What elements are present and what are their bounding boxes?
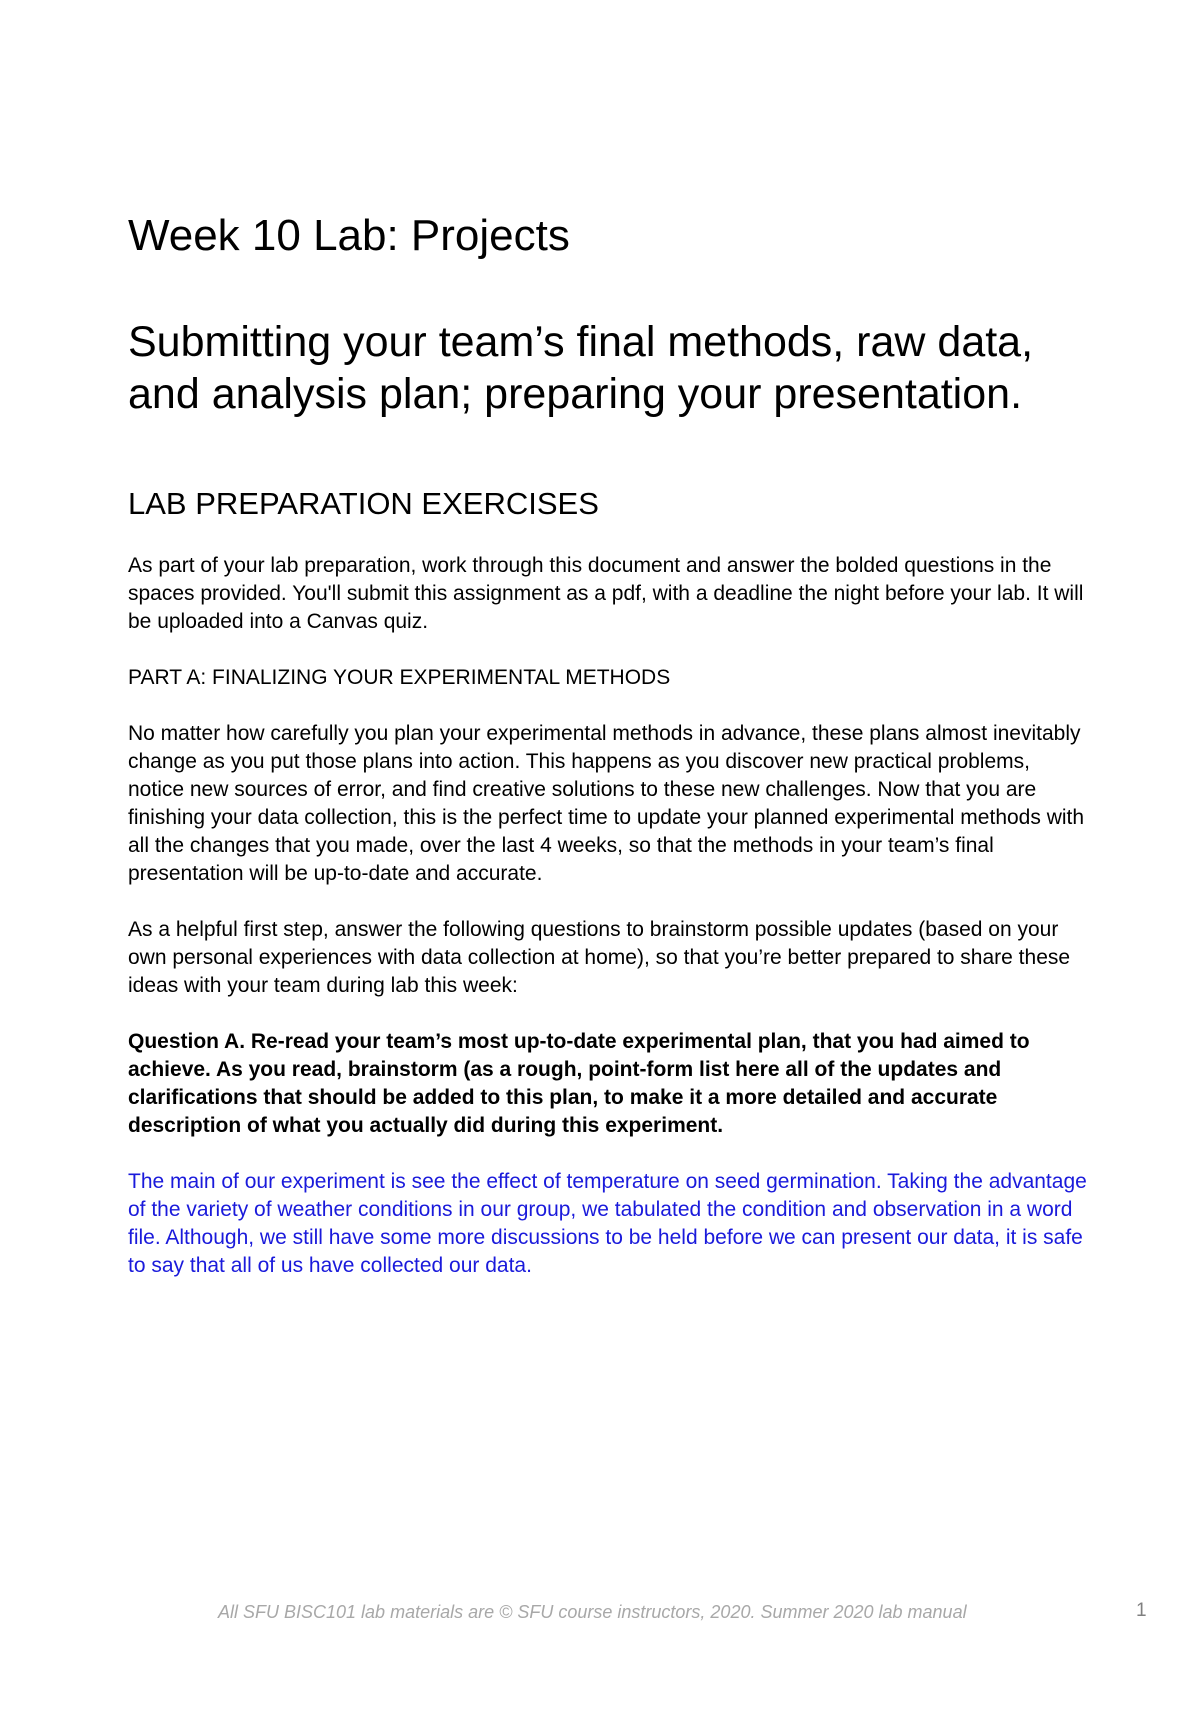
page-number: 1 (1136, 1600, 1147, 1621)
page-title: Week 10 Lab: Projects (128, 211, 570, 260)
intro-paragraph: As part of your lab preparation, work through this document and answer the bolded questions in the spaces provided. You'll submit this assignment as a pdf, with a deadline the night before your lab. It will be uploaded into a Canvas quiz. (128, 554, 1084, 633)
question-a: Question A. Re-read your team’s most up-to-date experimental plan, that you had aimed to achieve. As you read, brainstorm (as a rough, point-form list here all of the updates and clarifications that should be added to this plan, to make it a more detailed and accurate description of what you actually did during this experiment. (128, 1030, 1030, 1137)
section-heading-lab-preparation: LAB PREPARATION EXERCISES (128, 486, 599, 521)
answer-a[interactable]: The main of our experiment is see the effect of temperature on seed germination. Taking the advantage of the variety of weather conditions in our group, we tabulated the condition and observation in a word file. Although, we still have some more discussions to be held before we can present our data, it is safe to say that all of us have collected our data. (128, 1170, 1087, 1277)
part-a-paragraph: No matter how carefully you plan your experimental methods in advance, these plans almost inevitably change as you put those plans into action. This happens as you discover new practical problems, notice new sources of error, and find creative solutions to these new challenges. Now that you are finishing your data collection, this is the perfect time to update your planned experimental methods with all the changes that you made, over the last 4 weeks, so that the methods in your team’s final presentation will be up-to-date and accurate. (128, 722, 1085, 885)
page-content (128, 208, 1088, 1280)
footer-copyright: All SFU BISC101 lab materials are © SFU course instructors, 2020. Summer 2020 lab manual (218, 1602, 967, 1622)
part-a-heading: PART A: FINALIZING YOUR EXPERIMENTAL METHODS (128, 666, 671, 689)
part-a-followup-paragraph: As a helpful first step, answer the following questions to brainstorm possible updates (based on your own personal experiences with data collection at home), so that you’re better prepared to share these ideas with your team during lab this week: (128, 918, 1071, 997)
page-subtitle: Submitting your team’s final methods, raw data, and analysis plan; preparing your presentation. (128, 318, 1034, 418)
